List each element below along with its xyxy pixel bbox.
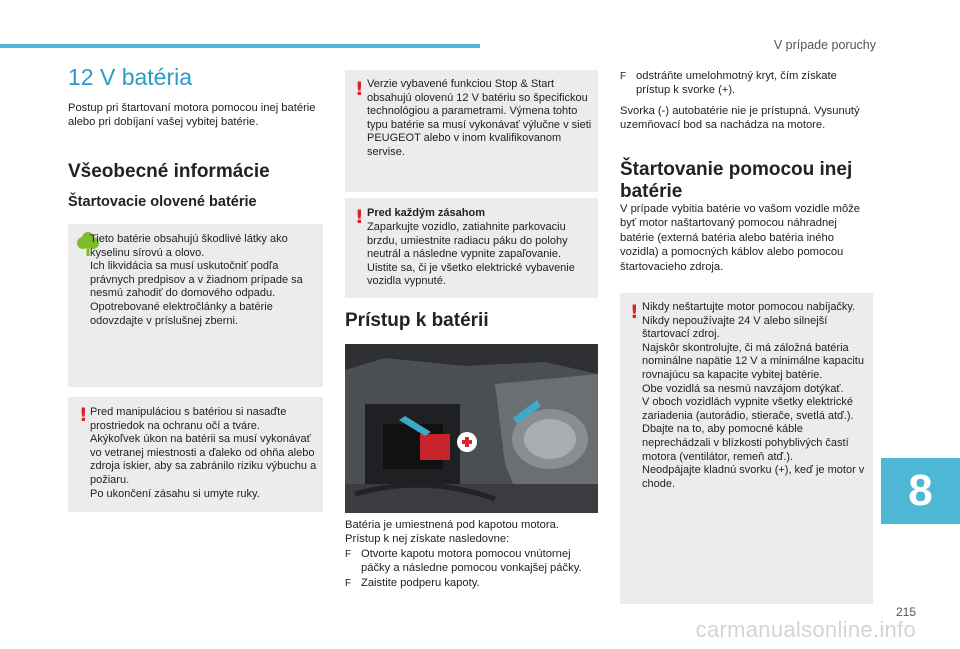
terminal-info-text: Svorka (-) autobatérie nie je prístupná. Vysunutý uzemňovací bod sa nachádza na motore. [620,105,860,132]
warning-box-jump-start [620,293,873,604]
list-item: F Zaistite podperu kapoty. [345,576,598,591]
chapter-tab: 8 [881,458,960,524]
bullet-arrow-icon: F [620,71,627,82]
page-number: 215 [895,605,916,619]
warning-before-title: Pred každým zásahom [367,207,485,219]
bullet-arrow-icon: F [345,549,352,560]
environment-note-text: Tieto batérie obsahujú škodlivé látky ako kyselinu sírovú a olovo. Ich likvidácia sa musí uskutočniť podľa právnych predpisov a v žiadnom prípade sa nesmú zahodiť do domového odpadu. Opotrebované elektročlánky a batérie odovzdajte v príslušnej zberni. [90,233,303,327]
intro-text: Postup pri štartovaní motora pomocou inej batérie alebo pri dobíjaní vašej vybitej batérie. [68,102,316,129]
warning-box-stop-start [345,70,598,192]
warning-icon: ! [355,206,364,228]
jump-start-warning-text: Nikdy neštartujte motor pomocou nabíjačky. Nikdy nepoužívajte 24 V alebo silnejší štartovací zdroj. Najskôr skontrolujte, či má záložná batéria nominálne napätie 12 V a minimálne kapacitu rovnajúcu sa kapacite vybitej batérie. Obe vozidlá sa nesmú navzájom dotýkať. V oboch vozidlách vypnite všetky elektrické zariadenia (autorádio, stierače, svetlá atď.). Dbajte na to, aby pomocné káble neprechádzali v blízkosti pohyblivých častí motora (ventilátor, remeň atď.). Neodpájajte kladnú svorku (+), keď je motor v chode. [642,301,865,490]
section-heading-access: Prístup k batérii [345,310,489,331]
section-heading-general: Všeobecné informácie [68,161,270,182]
list-item: F odstráňte umelohmotný kryt, čím získate prístup k svorke (+). [620,70,837,97]
watermark: carmanualsonline.info [695,617,916,642]
warning-box-before-intervention [345,198,598,298]
warning-stop-start-text: Verzie vybavené funkciou Stop & Start obsahujú olovenú 12 V batériu so špecifickou technológiou a parametrami. Výmena tohto typu batérie sa musí vykonávať výlučne v sieti PEUGEOT alebo v inom kvalifikovanom servise. [367,78,592,158]
environment-note-box [68,224,323,387]
access-bullet-list [345,547,598,591]
remove-cover-bullet [620,69,873,98]
warning-handling-text: Pred manipuláciou s batériou si nasaďte prostriedok na ochranu očí a tváre. Akýkoľvek úkon na batérii sa musí vykonávať vo vetranej miestnosti a ďaleko od ohňa alebo zdroja iskier, aby sa zabránilo riziku výbuchu a požiaru. Po ukončení zásahu si umyte ruky. [90,406,317,500]
warning-box-handling [68,397,323,512]
battery-engine-photo [345,344,598,513]
page-title: 12 V batéria [68,64,193,90]
list-item: F Otvorte kapotu motora pomocou vnútornej páčky a následne pomocou vonkajšej páčky. [345,548,582,575]
bullet-arrow-icon: F [345,577,352,589]
access-text: Batéria je umiestnená pod kapotou motora. Prístup k nej získate nasledovne: [345,519,559,546]
jump-start-text: V prípade vybitia batérie vo vašom vozidle môže byť motor naštartovaný pomocou náhradnej batérie (externá batéria alebo batéria iného vozidla) a pomocných káblov alebo pomocou štartovacieho zdroja. [620,203,861,273]
subheading-lead-batteries: Štartovacie olovené batérie [68,194,257,210]
warning-icon: ! [355,78,364,100]
section-heading-jump-start: Štartovanie pomocou inej batérie [620,159,853,202]
warning-before-text: Zaparkujte vozidlo, zatiahnite parkovaciu brzdu, umiestnite radiacu páku do polohy neutrál a následne vypnite zapaľovanie. Uistite sa, či je všetko elektrické vybavenie vozidla vypnuté. [367,221,575,288]
warning-icon: ! [630,301,639,323]
warning-icon: ! [79,404,88,426]
running-head: V prípade poruchy [773,38,876,52]
header-accent-bar [0,44,480,48]
